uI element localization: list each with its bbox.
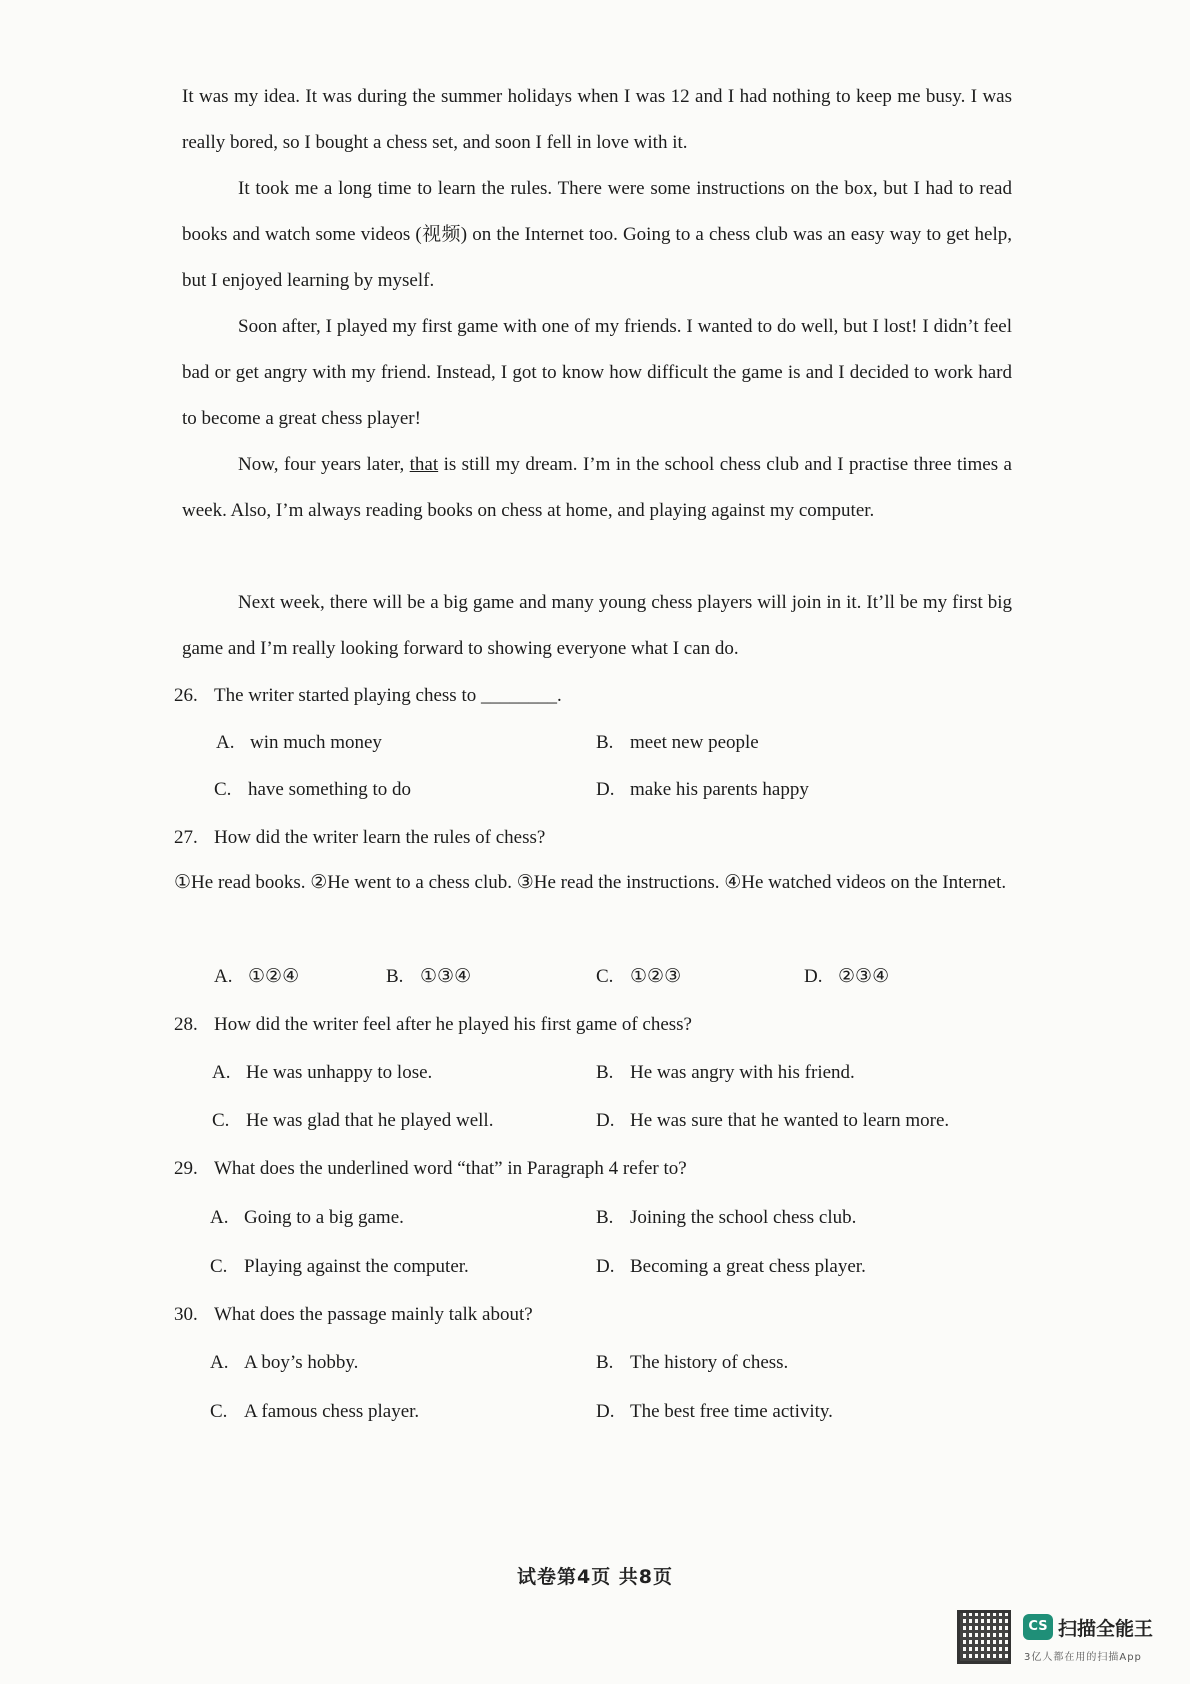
option-letter: D.: [596, 1256, 615, 1277]
option-letter: A.: [214, 966, 233, 987]
option-text: He was glad that he played well.: [246, 1110, 494, 1131]
option-letter: A.: [212, 1062, 231, 1083]
option-letter: D.: [596, 1110, 615, 1131]
option-letter: B.: [596, 1062, 614, 1083]
option-text: make his parents happy: [630, 779, 809, 800]
option-28-b[interactable]: [596, 1060, 855, 1086]
option-text: have something to do: [248, 779, 412, 800]
option-letter: B.: [596, 1352, 614, 1373]
option-text: Joining the school chess club.: [630, 1207, 857, 1228]
option-text: He was unhappy to lose.: [246, 1062, 433, 1083]
option-28-d[interactable]: [596, 1108, 949, 1134]
question-number: 28.: [174, 1014, 198, 1035]
option-29-d[interactable]: [596, 1254, 866, 1280]
passage-paragraph-3: Soon after, I played my first game with one of my friends. I wanted to do well, but I lost! I didn’t feel bad or get angry with my friend. Instead, I got to know how difficult the game is and I decided to work hard to become a great chess player!: [182, 316, 1012, 429]
option-27-c[interactable]: [596, 964, 681, 990]
option-text: Becoming a great chess player.: [630, 1256, 866, 1277]
option-text: meet new people: [630, 732, 759, 753]
paragraph-4-before: Now, four years later,: [238, 454, 410, 475]
qr-code-icon: [957, 1610, 1011, 1664]
option-text: A famous chess player.: [244, 1401, 420, 1422]
option-letter: B.: [386, 966, 404, 987]
option-29-a[interactable]: [210, 1205, 404, 1231]
question-27-statements: ①He read books. ②He went to a chess club. ③He read the instructions. ④He watched videos on the Internet.: [174, 872, 1007, 893]
passage-paragraph-4: [182, 442, 1012, 534]
question-26: [174, 683, 1024, 709]
option-text: Playing against the computer.: [244, 1256, 469, 1277]
question-number: 27.: [174, 827, 198, 848]
option-26-d[interactable]: [596, 777, 809, 803]
option-30-d[interactable]: [596, 1399, 833, 1425]
option-29-c[interactable]: [210, 1254, 469, 1280]
question-30: [174, 1302, 1024, 1328]
option-letter: C.: [210, 1401, 228, 1422]
passage-paragraph-5: Next week, there will be a big game and many young chess players will join in it. It’ll be my first big game and I’m really looking forward to showing everyone what I can do.: [182, 592, 1012, 659]
option-letter: D.: [596, 1401, 615, 1422]
question-27: [174, 825, 1024, 851]
question-number: 30.: [174, 1304, 198, 1325]
option-letter: D.: [804, 966, 823, 987]
page-footer: 试卷第4页 共8页: [516, 1566, 674, 1588]
option-letter: B.: [596, 1207, 614, 1228]
question-29: [174, 1156, 1024, 1182]
option-28-a[interactable]: [212, 1060, 432, 1086]
option-26-c[interactable]: [214, 777, 411, 803]
question-text: What does the underlined word “that” in Paragraph 4 refer to?: [214, 1158, 687, 1179]
option-text: ②③④: [838, 966, 890, 987]
question-text: What does the passage mainly talk about?: [214, 1304, 533, 1325]
option-text: A boy’s hobby.: [244, 1352, 359, 1373]
option-text: ①②③: [630, 966, 682, 987]
option-27-a[interactable]: [214, 964, 299, 990]
question-number: 29.: [174, 1158, 198, 1179]
camscanner-logo-icon: CS: [1023, 1614, 1053, 1640]
option-text: The best free time activity.: [630, 1401, 833, 1422]
option-letter: C.: [214, 779, 232, 800]
option-30-b[interactable]: [596, 1350, 788, 1376]
watermark-slogan: 3亿人都在用的扫描App: [1024, 1652, 1142, 1663]
option-letter: A.: [210, 1352, 229, 1373]
watermark-app-name: 扫描全能王: [1058, 1618, 1154, 1640]
option-26-a[interactable]: [216, 730, 382, 756]
option-text: He was angry with his friend.: [630, 1062, 855, 1083]
paragraph-4-after: is still my dream. I’m in the school chess club and I practise three times a week. Also, I’m always reading books on chess at home, and playing against my computer.: [182, 454, 1012, 521]
option-letter: A.: [216, 732, 235, 753]
option-28-c[interactable]: [212, 1108, 493, 1134]
option-text: ①②④: [248, 966, 300, 987]
question-number: 26.: [174, 685, 198, 706]
option-30-c[interactable]: [210, 1399, 419, 1425]
option-text: win much money: [250, 732, 382, 753]
question-text: The writer started playing chess to ________.: [214, 685, 562, 706]
underlined-word-that: that: [409, 454, 439, 475]
option-letter: C.: [210, 1256, 228, 1277]
option-29-b[interactable]: [596, 1205, 856, 1231]
option-text: The history of chess.: [630, 1352, 789, 1373]
question-text: How did the writer learn the rules of chess?: [214, 827, 546, 848]
option-letter: A.: [210, 1207, 229, 1228]
passage-paragraph-1: It was my idea. It was during the summer holidays when I was 12 and I had nothing to keep me busy. I was really bored, so I bought a chess set, and soon I fell in love with it.: [182, 86, 1012, 153]
option-letter: C.: [212, 1110, 230, 1131]
option-letter: B.: [596, 732, 614, 753]
option-text: Going to a big game.: [244, 1207, 404, 1228]
option-text: He was sure that he wanted to learn more.: [630, 1110, 950, 1131]
option-letter: D.: [596, 779, 615, 800]
option-27-b[interactable]: [386, 964, 471, 990]
option-text: ①③④: [420, 966, 472, 987]
option-27-d[interactable]: [804, 964, 889, 990]
option-30-a[interactable]: [210, 1350, 358, 1376]
option-26-b[interactable]: [596, 730, 759, 756]
option-letter: C.: [596, 966, 614, 987]
passage-paragraph-2: It took me a long time to learn the rules. There were some instructions on the box, but I had to read books and watch some videos (视频) on the Internet too. Going to a chess club was an easy way to get help, but I enjoyed learning by myself.: [182, 178, 1012, 291]
question-text: How did the writer feel after he played his first game of chess?: [214, 1014, 692, 1035]
question-28: [174, 1012, 1024, 1038]
